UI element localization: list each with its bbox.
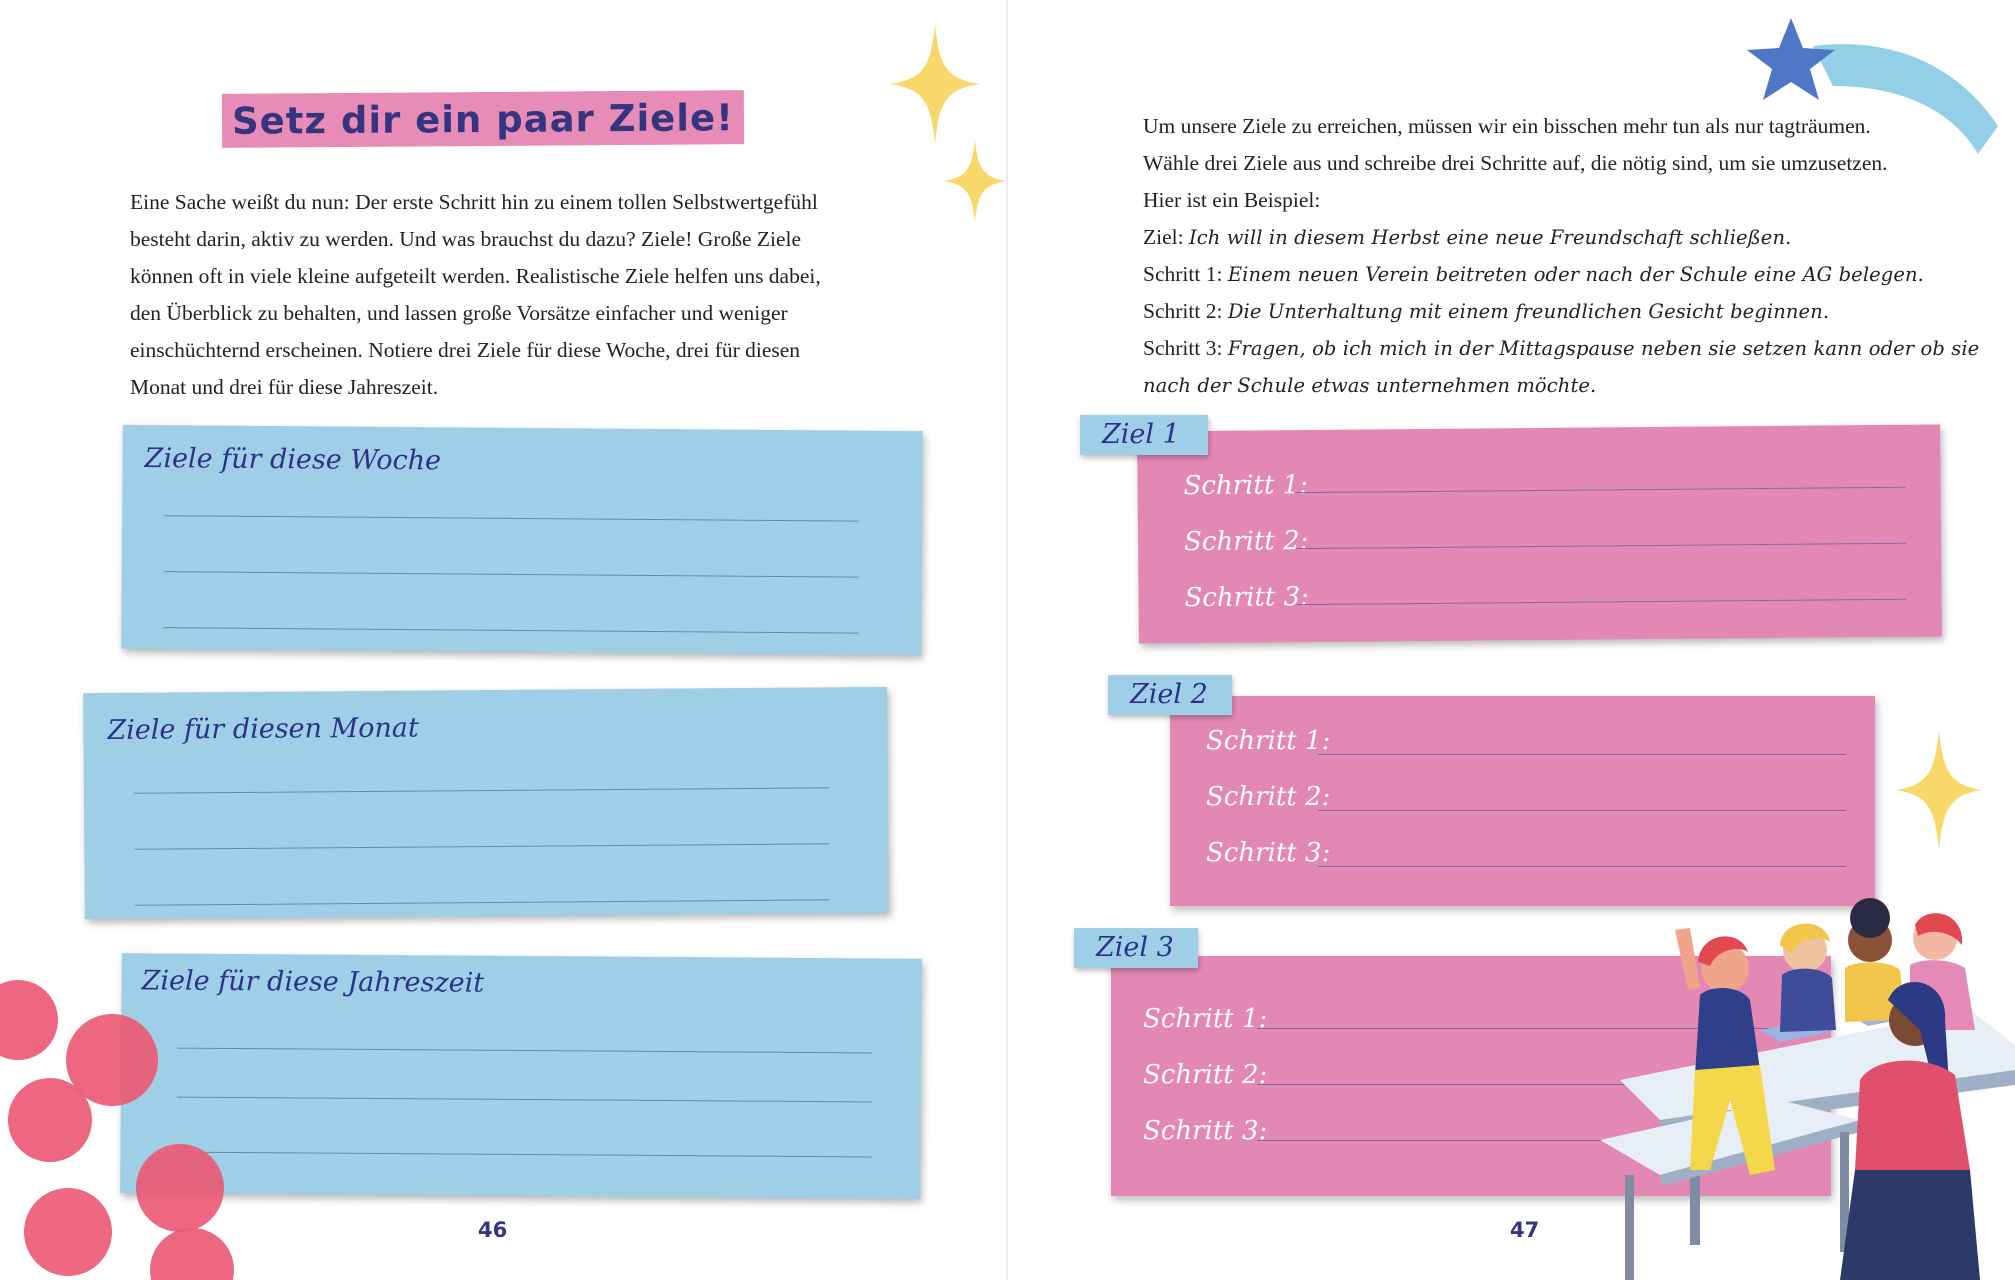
step-label: Schritt 1: <box>1143 1004 1268 1034</box>
writing-line[interactable] <box>163 627 858 633</box>
intro-line: Eine Sache weißt du nun: Der erste Schritt hin zu einem tollen Selbstwertgefühl <box>130 190 818 214</box>
red-dots-icon <box>0 970 240 1280</box>
example-goal-label: Ziel: <box>1143 225 1189 249</box>
step-label: Schritt 3: <box>1184 582 1310 614</box>
page-title: Setz dir ein paar Ziele! <box>231 95 735 143</box>
step-label: Schritt 3: <box>1143 1116 1268 1146</box>
writing-line[interactable] <box>177 1097 872 1103</box>
intro-line: besteht darin, aktiv zu werden. Und was brauchst du dazu? Ziele! Große Ziele <box>130 227 802 251</box>
example-goal <box>1143 219 1943 256</box>
intro-line: Monat und drei für diese Jahreszeit. <box>130 375 439 399</box>
example-step-label: Schritt 1: <box>1143 262 1228 286</box>
goals-season-card <box>120 953 922 1199</box>
step-line[interactable] <box>1318 866 1846 867</box>
example-step <box>1143 256 1943 293</box>
example-step-label: Schritt 2: <box>1143 299 1228 323</box>
example-continuation: nach der Schule etwas unternehmen möchte. <box>1143 374 1597 397</box>
goal-2-tag <box>1108 675 1232 715</box>
intro-paragraph <box>130 184 870 406</box>
example-step-label: Schritt 3: <box>1143 336 1228 360</box>
example-goal-text: Ich will in diesem Herbst eine neue Freundschaft schließen. <box>1188 226 1792 249</box>
goal-2-tag-label: Ziel 2 <box>1130 679 1208 710</box>
step-label: Schritt 1: <box>1206 726 1331 756</box>
writing-line[interactable] <box>164 571 859 577</box>
step-label: Schritt 1: <box>1183 470 1309 502</box>
example-step-text: Die Unterhaltung mit einem freundlichen Gesicht beginnen. <box>1227 300 1830 323</box>
example-step-text: Einem neuen Verein beitreten oder nach der Schule eine AG belegen. <box>1227 263 1924 286</box>
friends-illustration <box>1600 870 2015 1280</box>
intro-line: Wähle drei Ziele aus und schreibe drei Schritte auf, die nötig sind, um sie umzusetzen. <box>1143 151 1888 175</box>
intro-line: den Überblick zu behalten, und lassen große Vorsätze einfacher und weniger <box>130 301 788 325</box>
example-step <box>1143 293 1943 330</box>
step-label: Schritt 2: <box>1206 782 1331 812</box>
writing-line[interactable] <box>176 1152 871 1158</box>
goals-week-card <box>121 425 923 655</box>
sparkle-small-icon <box>944 140 1006 222</box>
step-line[interactable] <box>1318 810 1846 811</box>
intro-line: können oft in viele kleine aufgeteilt werden. Realistische Ziele helfen uns dabei, <box>130 264 821 288</box>
example-step-text: Fragen, ob ich mich in der Mittagspause neben sie setzen kann oder ob sie <box>1227 337 1980 360</box>
intro-line: Hier ist ein Beispiel: <box>1143 188 1321 212</box>
writing-line[interactable] <box>134 843 829 849</box>
writing-line[interactable] <box>134 787 829 793</box>
sparkle-right-icon <box>1896 730 1982 850</box>
example-step <box>1143 330 1980 367</box>
title-banner <box>222 90 744 148</box>
step-label: Schritt 2: <box>1183 526 1309 558</box>
page-number-right: 47 <box>1510 1218 1540 1242</box>
writing-line[interactable] <box>177 1048 872 1054</box>
step-label: Schritt 3: <box>1206 838 1331 868</box>
step-line[interactable] <box>1297 599 1907 605</box>
right-intro <box>1143 108 1980 404</box>
left-page <box>0 0 1007 1280</box>
intro-line: Um unsere Ziele zu erreichen, müssen wir ein bisschen mehr tun als nur tagträumen. <box>1143 114 1871 138</box>
page-number-left: 46 <box>478 1218 508 1242</box>
writing-line[interactable] <box>135 899 830 905</box>
step-label: Schritt 2: <box>1143 1060 1268 1090</box>
goal-1-tag <box>1080 415 1208 455</box>
goals-season-heading: Ziele für diese Jahreszeit <box>141 965 485 999</box>
intro-line: einschüchternd erscheinen. Notiere drei Ziele für diese Woche, drei für diesen <box>130 338 801 362</box>
goal-1-card <box>1137 425 1942 644</box>
writing-line[interactable] <box>164 515 859 521</box>
sparkle-large-icon <box>890 24 980 144</box>
goals-month-heading: Ziele für diesen Monat <box>107 712 419 746</box>
step-line[interactable] <box>1318 754 1846 755</box>
goal-1-tag-label: Ziel 1 <box>1102 419 1180 450</box>
step-line[interactable] <box>1296 487 1906 493</box>
goal-3-tag-label: Ziel 3 <box>1096 932 1174 963</box>
goal-3-tag <box>1074 928 1198 968</box>
goals-week-heading: Ziele für diese Woche <box>144 443 442 477</box>
goals-month-card <box>83 687 889 919</box>
step-line[interactable] <box>1296 543 1906 549</box>
